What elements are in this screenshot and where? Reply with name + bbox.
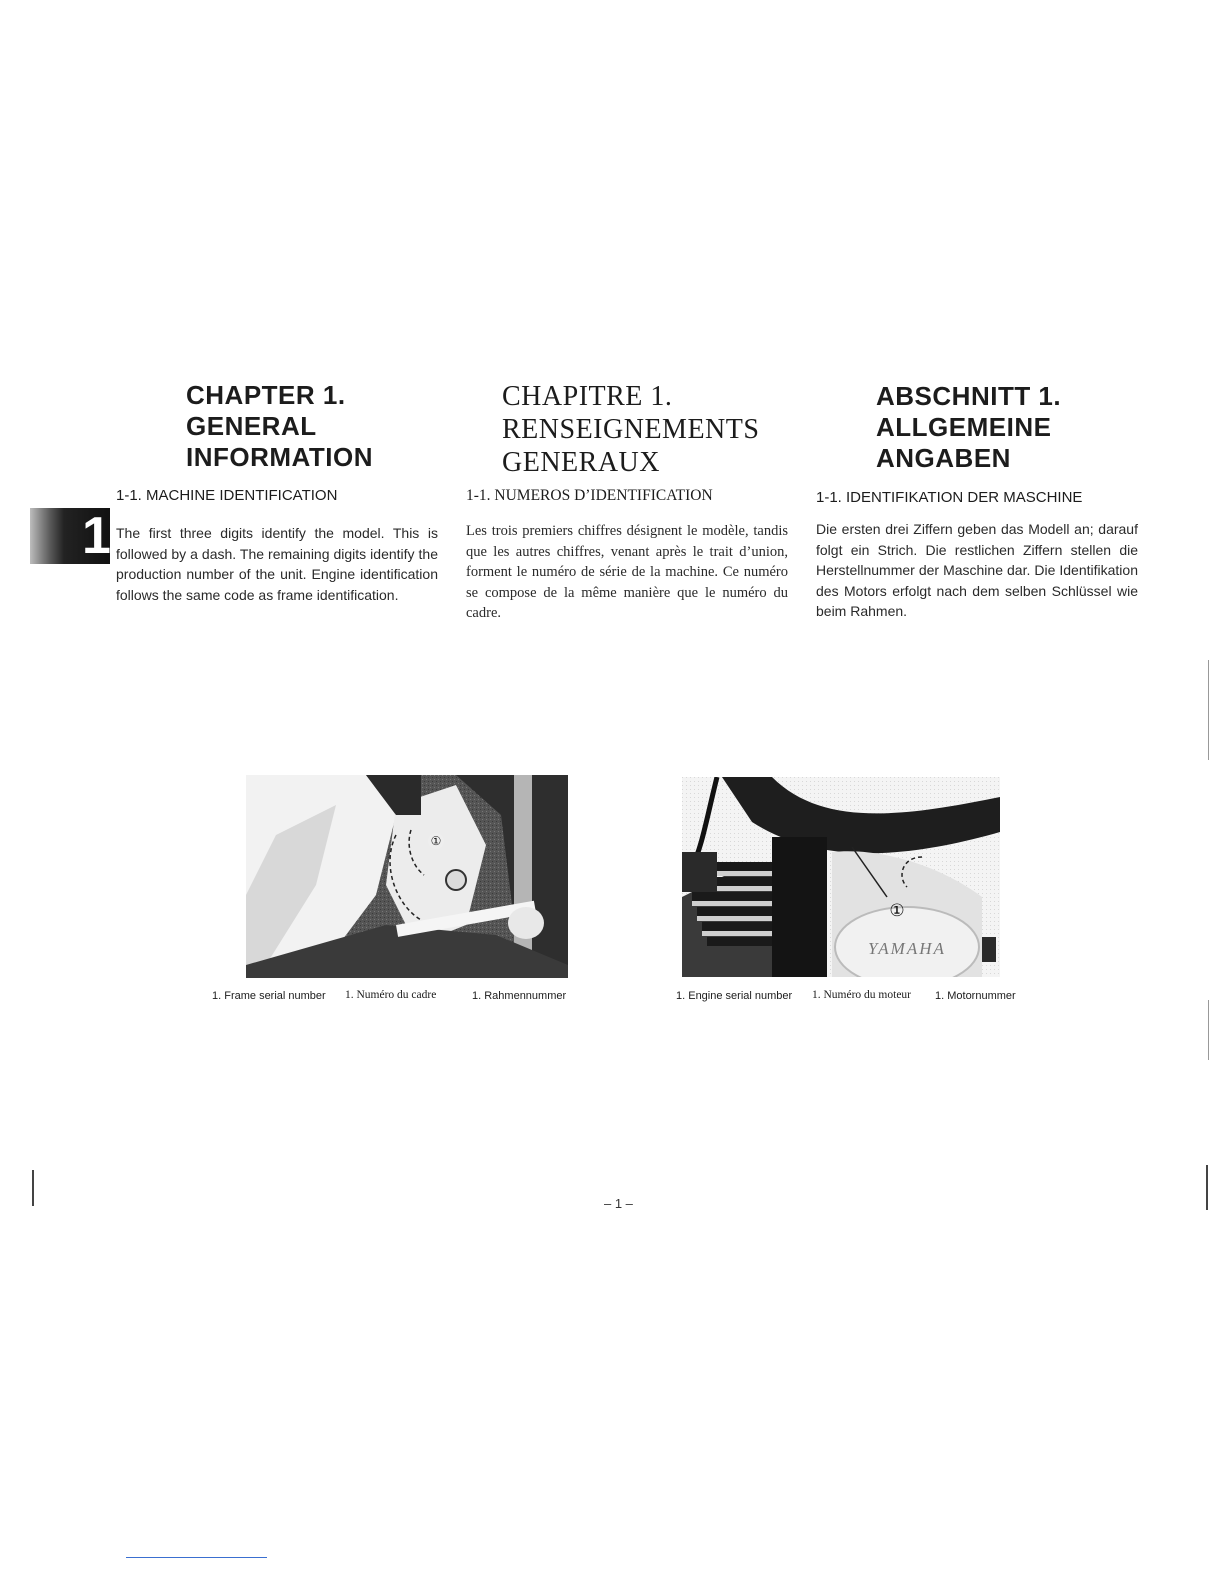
french-chapter-title bbox=[502, 380, 759, 479]
engine-caption-german: 1. Motornummer bbox=[935, 990, 1016, 1002]
frame-caption-german: 1. Rahmennummer bbox=[472, 990, 567, 1002]
german-title-line-1: ABSCHNITT 1. bbox=[876, 381, 1062, 411]
english-title-line-3: INFORMATION bbox=[186, 442, 373, 472]
french-body-text: Les trois premiers chiffres désignent le modèle, tandis que les autres chiffres, venant après le trait d’union, forment le numéro de série de la machine. Ce numéro se compose de la même manière que le numéro du cadre. bbox=[466, 523, 788, 621]
scan-edge-mark-right-1 bbox=[1208, 660, 1209, 760]
scan-edge-mark-right-2 bbox=[1208, 1000, 1209, 1060]
frame-caption-french: 1. Numéro du cadre bbox=[345, 989, 437, 1001]
french-section-heading: 1-1. NUMEROS D’IDENTIFICATION bbox=[466, 487, 713, 504]
page-number: – 1 – bbox=[604, 1196, 633, 1211]
frame-serial-photo bbox=[246, 775, 568, 978]
english-body-text: The first three digits identify the model. This is followed by a dash. The remaining digits identify the production number of the unit. Engine identification follows the same code as frame identification. bbox=[116, 525, 438, 603]
chapter-tab-number: 1 bbox=[82, 507, 111, 565]
engine-caption-french: 1. Numéro du moteur bbox=[812, 989, 912, 1001]
english-title-line-1: CHAPTER 1. bbox=[186, 380, 346, 410]
german-title-line-3: ANGABEN bbox=[876, 443, 1011, 473]
yamaha-logo: YAMAHA bbox=[868, 939, 946, 958]
frame-callout-marker: ① bbox=[428, 833, 444, 849]
french-title-line-2: RENSEIGNEMENTS bbox=[502, 414, 760, 445]
scan-edge-mark-right-3 bbox=[1206, 1165, 1208, 1210]
german-title-line-2: ALLGEMEINE bbox=[876, 412, 1052, 442]
chapter-tab bbox=[30, 508, 110, 564]
french-title-line-1: CHAPITRE 1. bbox=[502, 381, 673, 412]
engine-caption-english: 1. Engine serial number bbox=[676, 990, 793, 1002]
engine-serial-photo bbox=[682, 777, 1000, 977]
footer-link-underline bbox=[126, 1557, 267, 1558]
german-section-heading: 1-1. IDENTIFIKATION DER MASCHINE bbox=[816, 489, 1083, 506]
german-chapter-title bbox=[876, 381, 1061, 474]
english-chapter-title bbox=[186, 380, 373, 473]
english-title-line-2: GENERAL bbox=[186, 411, 317, 441]
german-body-text: Die ersten drei Ziffern geben das Modell an; darauf folgt ein Strich. Die restlichen Ziffern stellen die Herstellnummer der Maschine dar. Die Identifikation des Motors erfolgt nach dem selben Schlüssel wie beim Rahmen. bbox=[816, 521, 1138, 619]
english-section-heading: 1-1. MACHINE IDENTIFICATION bbox=[116, 487, 338, 504]
frame-caption-english: 1. Frame serial number bbox=[212, 990, 326, 1002]
scan-edge-mark-left bbox=[32, 1170, 34, 1206]
engine-callout-marker: ① bbox=[889, 901, 905, 921]
french-title-line-3: GENERAUX bbox=[502, 447, 660, 478]
